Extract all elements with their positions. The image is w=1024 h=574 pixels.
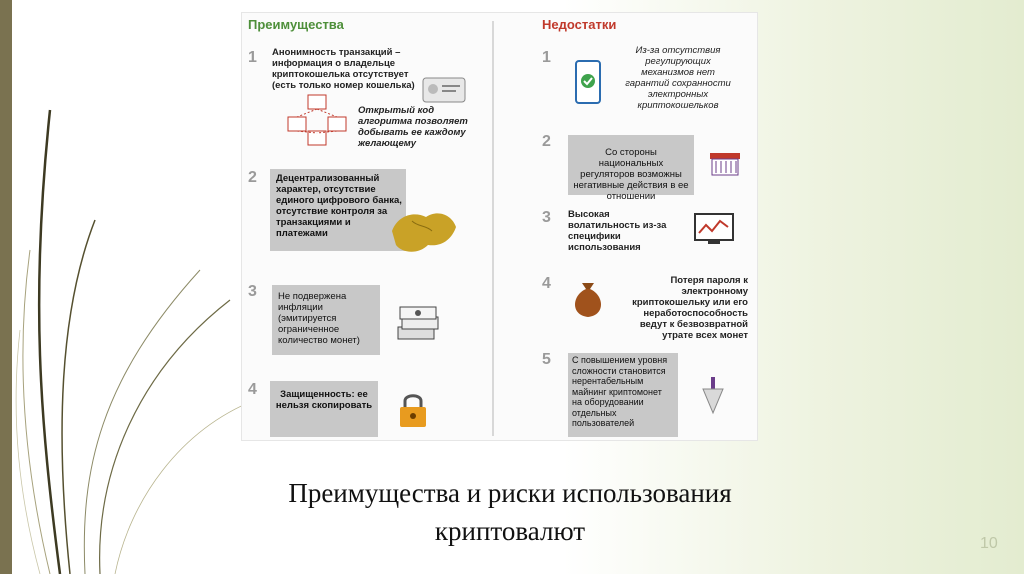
government-building-icon [708, 149, 742, 179]
adv-text-1: Анонимность транзакций – информация о владельце криптокошелька отсутствует (есть только номер кошелька) [272, 47, 415, 91]
column-divider [492, 21, 494, 436]
dis-num-4: 4 [542, 275, 551, 292]
adv-num-3: 3 [248, 283, 257, 300]
dis-num-5: 5 [542, 351, 551, 368]
adv-text-2: Децентрализованный характер, отсутствие единого цифрового банка, отсутствие контроля за транзакциями и платежами [276, 173, 402, 239]
dis-text-3: Высокая волатильность из-за специфики использования [568, 209, 667, 253]
money-bag-icon [568, 275, 608, 319]
adv-text-3: Не подвержена инфляции (эмитируется ограниченное количество монет) [278, 291, 360, 346]
phone-check-icon [570, 59, 606, 105]
adv-subtext-1: Открытый код алгоритма позволяет добывать ее каждому желающему [358, 105, 468, 149]
disadvantages-heading: Недостатки [542, 17, 617, 32]
dis-num-1: 1 [542, 49, 551, 66]
mining-tool-icon [700, 375, 726, 417]
slide-title-line1: Преимущества и риски использования [288, 478, 732, 508]
slide-title-line2: криптовалют [434, 516, 586, 546]
adv-num-2: 2 [248, 169, 257, 186]
advantages-heading: Преимущества [248, 17, 344, 32]
infographic [241, 12, 758, 441]
money-stack-icon [396, 303, 442, 343]
page-number: 10 [980, 535, 998, 552]
adv-num-4: 4 [248, 381, 257, 398]
adv-text-4: Защищенность: ее нельзя скопировать [275, 389, 373, 411]
adv-num-1: 1 [248, 49, 257, 66]
dis-text-1: Из-за отсутствия регулирующих механизмов нет гарантий сохранности электронных криптокошельков [625, 45, 731, 111]
europe-map-icon [382, 201, 462, 259]
volatility-chart-icon [694, 213, 734, 245]
dis-num-2: 2 [542, 133, 551, 150]
dis-num-3: 3 [542, 209, 551, 226]
id-card-icon [422, 77, 466, 103]
dis-text-4: Потеря пароля к электронному криптокошельку или его неработоспособность ведут к безвозвратной утрате всех монет [632, 275, 748, 341]
network-tables-icon [286, 93, 356, 147]
dis-text-5: С повышением уровня сложности становится нерентабельным майнинг криптомонет на оборудовании отдельных пользователей [572, 355, 668, 428]
padlock-icon [398, 391, 428, 429]
dis-text-2: Со стороны национальных регуляторов возможны негативные действия в ее отношении [573, 147, 689, 202]
